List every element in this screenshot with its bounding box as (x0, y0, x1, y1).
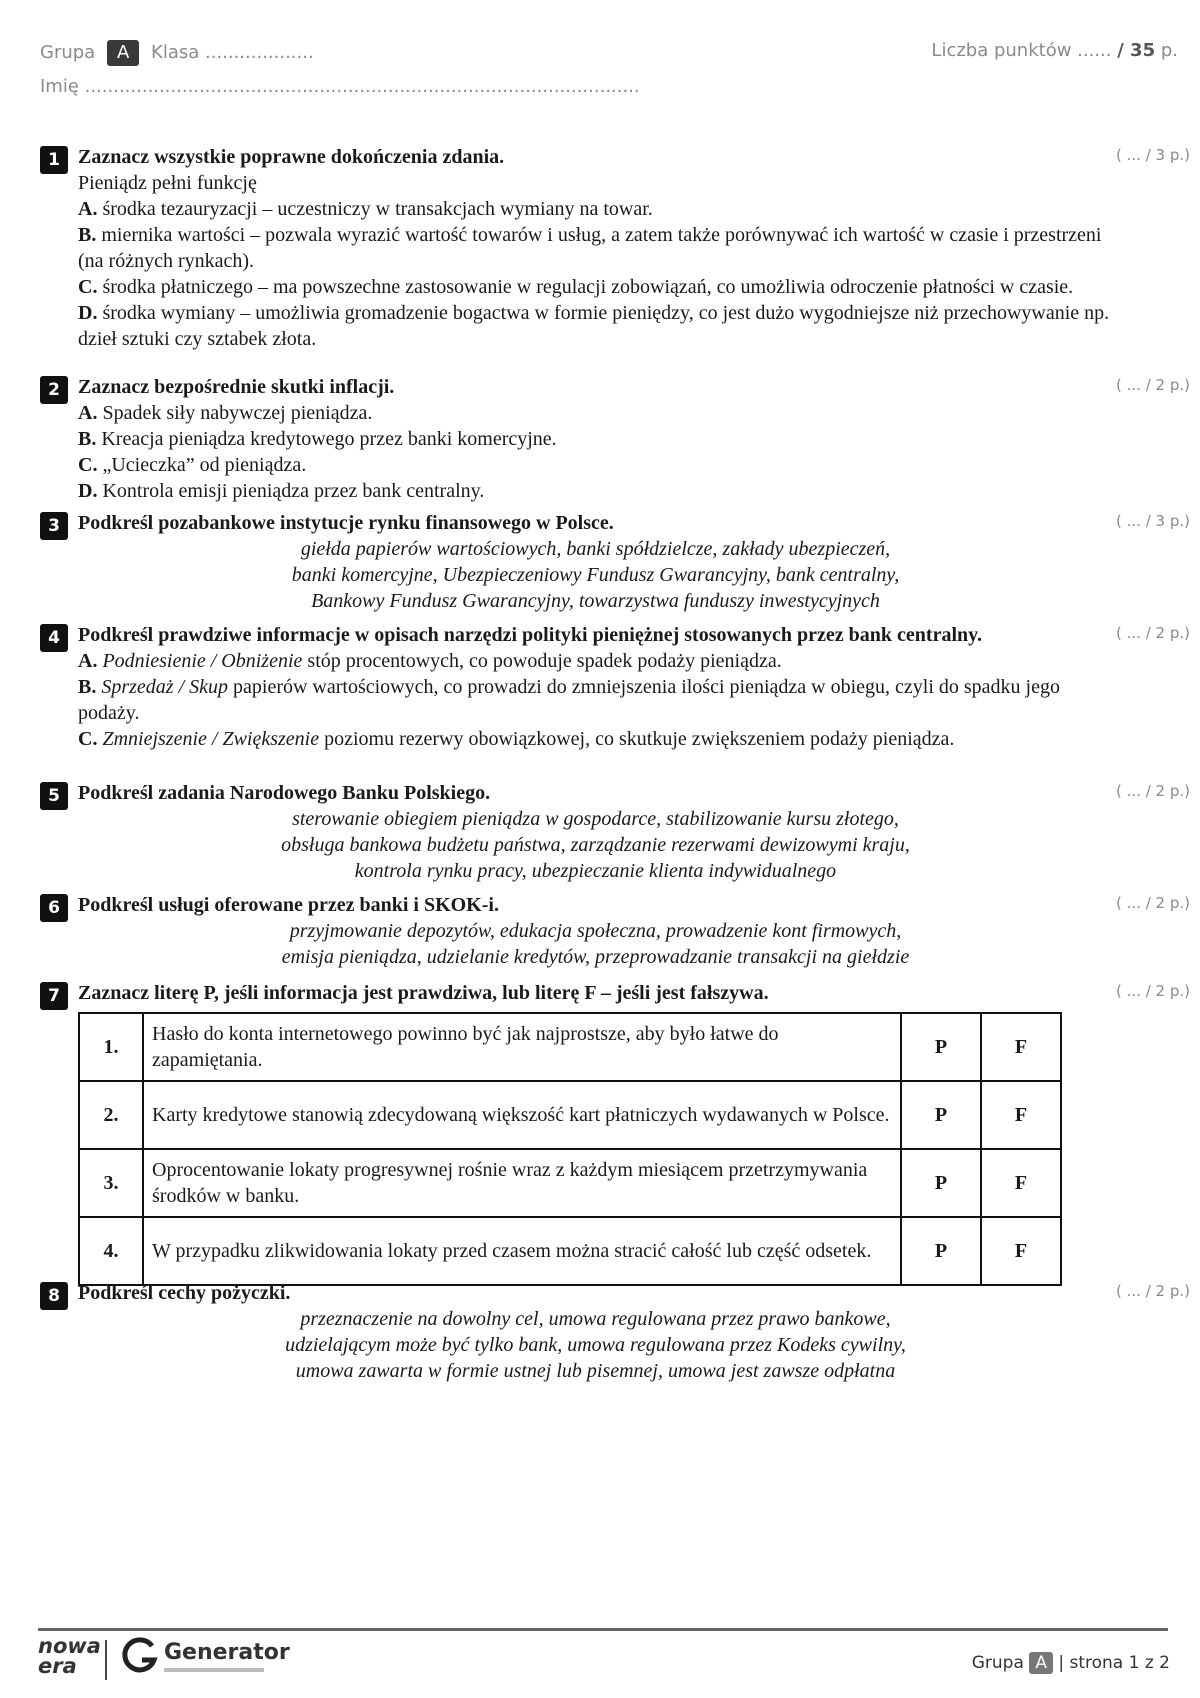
option-a: A. środka tezauryzacji – uczestniczy w transakcjach wymiany na towar. (78, 198, 653, 220)
row-number: 3. (79, 1149, 143, 1217)
points-total: / 35 (1117, 40, 1156, 61)
class-field: Klasa ................... (151, 42, 314, 63)
question-intro: Pieniądz pełni funkcję (78, 172, 257, 194)
answer-line: Bankowy Fundusz Gwarancyjny, towarzystwa funduszy inwestycyjnych (311, 590, 880, 612)
question-number: 5 (40, 782, 68, 810)
question-title: Podkreśl pozabankowe instytucje rynku finansowego w Polsce. (78, 512, 614, 534)
answer-line: przeznaczenie na dowolny cel, umowa regulowana przez prawo bankowe, (300, 1308, 891, 1330)
table-row (79, 1013, 1061, 1081)
question-4 (40, 622, 1190, 752)
answer-line: giełda papierów wartościowych, banki spółdzielcze, zakłady ubezpieczeń, (300, 538, 891, 560)
row-statement: Hasło do konta internetowego powinno być jak najprostsze, aby było łatwe do zapamiętania. (143, 1013, 901, 1081)
question-points: ( ... / 3 p.) (1116, 512, 1190, 530)
group-label: Grupa (40, 42, 96, 63)
false-option[interactable]: F (981, 1217, 1061, 1285)
false-option[interactable]: F (981, 1081, 1061, 1149)
option-c: C. „Ucieczka” od pieniądza. (78, 454, 307, 476)
row-statement: Karty kredytowe stanowią zdecydowaną większość kart płatniczych wydawanych w Polsce. (143, 1081, 901, 1149)
generator-icon (120, 1636, 160, 1681)
question-number: 8 (40, 1282, 68, 1310)
option-b: B. miernika wartości – pozwala wyrazić wartość towarów i usług, a zatem także porównywać ich wartość w czasie i przestrzeni (na różnych rynkach). (78, 224, 1102, 272)
generator-tagline (164, 1668, 264, 1672)
option-c: C. środka płatniczego – ma powszechne zastosowanie w regulacji zobowiązań, co umożliwia odroczenie płatności w czasie. (78, 276, 1074, 298)
table-row (79, 1149, 1061, 1217)
question-points: ( ... / 2 p.) (1116, 1282, 1190, 1300)
answer-line: sterowanie obiegiem pieniądza w gospodarce, stabilizowanie kursu złotego, (292, 808, 899, 830)
false-option[interactable]: F (981, 1013, 1061, 1081)
true-option[interactable]: P (901, 1217, 981, 1285)
question-number: 4 (40, 624, 68, 652)
answer-line: przyjmowanie depozytów, edukacja społeczna, prowadzenie kont firmowych, (289, 920, 902, 942)
question-points: ( ... / 2 p.) (1116, 376, 1190, 394)
page-number: | strona 1 z 2 (1058, 1653, 1170, 1673)
header-row-2 (40, 76, 1178, 106)
answer-line: obsługa bankowa budżetu państwa, zarządzanie rezerwami dewizowymi kraju, (281, 834, 910, 856)
nowa-era-logo: nowa era (38, 1634, 101, 1678)
generator-logo-text: Generator (164, 1640, 290, 1665)
question-number: 3 (40, 512, 68, 540)
question-number: 6 (40, 894, 68, 922)
table-row (79, 1217, 1061, 1285)
row-number: 4. (79, 1217, 143, 1285)
question-number: 2 (40, 376, 68, 404)
question-6 (40, 892, 1190, 970)
question-title: Podkreśl prawdziwe informacje w opisach narzędzi polityki pieniężnej stosowanych przez bank centralny. (78, 624, 983, 646)
question-points: ( ... / 2 p.) (1116, 624, 1190, 642)
points-unit: p. (1160, 40, 1178, 61)
answer-line: umowa zawarta w formie ustnej lub pisemnej, umowa jest zawsze odpłatna (295, 1360, 896, 1382)
question-7 (40, 980, 1190, 1286)
row-number: 1. (79, 1013, 143, 1081)
table-row (79, 1081, 1061, 1149)
true-option[interactable]: P (901, 1149, 981, 1217)
question-points: ( ... / 2 p.) (1116, 782, 1190, 800)
question-8 (40, 1280, 1190, 1384)
row-statement: W przypadku zlikwidowania lokaty przed czasem można stracić całość lub część odsetek. (143, 1217, 901, 1285)
question-number: 1 (40, 146, 68, 174)
true-option[interactable]: P (901, 1013, 981, 1081)
question-1 (40, 144, 1190, 352)
question-points: ( ... / 2 p.) (1116, 894, 1190, 912)
question-title: Zaznacz literę P, jeśli informacja jest prawdziwa, lub literę F – jeśli jest fałszywa. (78, 982, 769, 1004)
answer-line: udzielającym może być tylko bank, umowa regulowana przez Kodeks cywilny, (285, 1334, 906, 1356)
option-c: C. Zmniejszenie / Zwiększenie poziomu rezerwy obowiązkowej, co skutkuje zwiększeniem podaży pieniądza. (78, 728, 955, 750)
answer-line: emisja pieniądza, udzielanie kredytów, przeprowadzanie transakcji na giełdzie (281, 946, 910, 968)
option-b: B. Sprzedaż / Skup papierów wartościowych, co prowadzi do zmniejszenia ilości pieniądza w obiegu, czyli do spadku jego podaży. (78, 676, 1060, 724)
question-points: ( ... / 2 p.) (1116, 982, 1190, 1000)
question-title: Podkreśl zadania Narodowego Banku Polskiego. (78, 782, 491, 804)
question-title: Podkreśl cechy pożyczki. (78, 1282, 291, 1304)
group-badge: A (107, 40, 139, 66)
points-label: Liczba punktów ...... (931, 40, 1112, 61)
option-d: D. środka wymiany – umożliwia gromadzenie bogactwa w formie pieniędzy, co jest dużo wygodniejsze niż przechowywanie np. dzieł sztuki czy sztabek złota. (78, 302, 1110, 350)
answer-line: banki komercyjne, Ubezpieczeniowy Fundusz Gwarancyjny, bank centralny, (291, 564, 900, 586)
false-option[interactable]: F (981, 1149, 1061, 1217)
logo-separator (105, 1640, 107, 1680)
question-title: Zaznacz wszystkie poprawne dokończenia zdania. (78, 146, 505, 168)
option-b: B. Kreacja pieniądza kredytowego przez banki komercyjne. (78, 428, 557, 450)
footer-divider (38, 1628, 1168, 1631)
row-number: 2. (79, 1081, 143, 1149)
points-summary (931, 40, 1178, 61)
true-false-table (78, 1012, 1062, 1286)
name-field: Imię ................................................................................................. (40, 76, 640, 97)
question-number: 7 (40, 982, 68, 1010)
answer-line: kontrola rynku pracy, ubezpieczanie klienta indywidualnego (354, 860, 837, 882)
option-a: A. Podniesienie / Obniżenie stóp procentowych, co powoduje spadek podaży pieniądza. (78, 650, 782, 672)
footer-group-badge: A (1029, 1652, 1053, 1674)
question-3 (40, 510, 1190, 614)
question-title: Podkreśl usługi oferowane przez banki i SKOK-i. (78, 894, 499, 916)
option-a: A. Spadek siły nabywczej pieniądza. (78, 402, 373, 424)
option-d: D. Kontrola emisji pieniądza przez bank centralny. (78, 480, 485, 502)
question-points: ( ... / 3 p.) (1116, 146, 1190, 164)
question-title: Zaznacz bezpośrednie skutki inflacji. (78, 376, 395, 398)
true-option[interactable]: P (901, 1081, 981, 1149)
question-2 (40, 374, 1190, 504)
row-statement: Oprocentowanie lokaty progresywnej rośnie wraz z każdym miesiącem przetrzymywania środków w banku. (143, 1149, 901, 1217)
footer-page-info (972, 1652, 1170, 1674)
footer-group-label: Grupa (971, 1653, 1024, 1673)
question-5 (40, 780, 1190, 884)
header-row-1 (40, 40, 1178, 70)
